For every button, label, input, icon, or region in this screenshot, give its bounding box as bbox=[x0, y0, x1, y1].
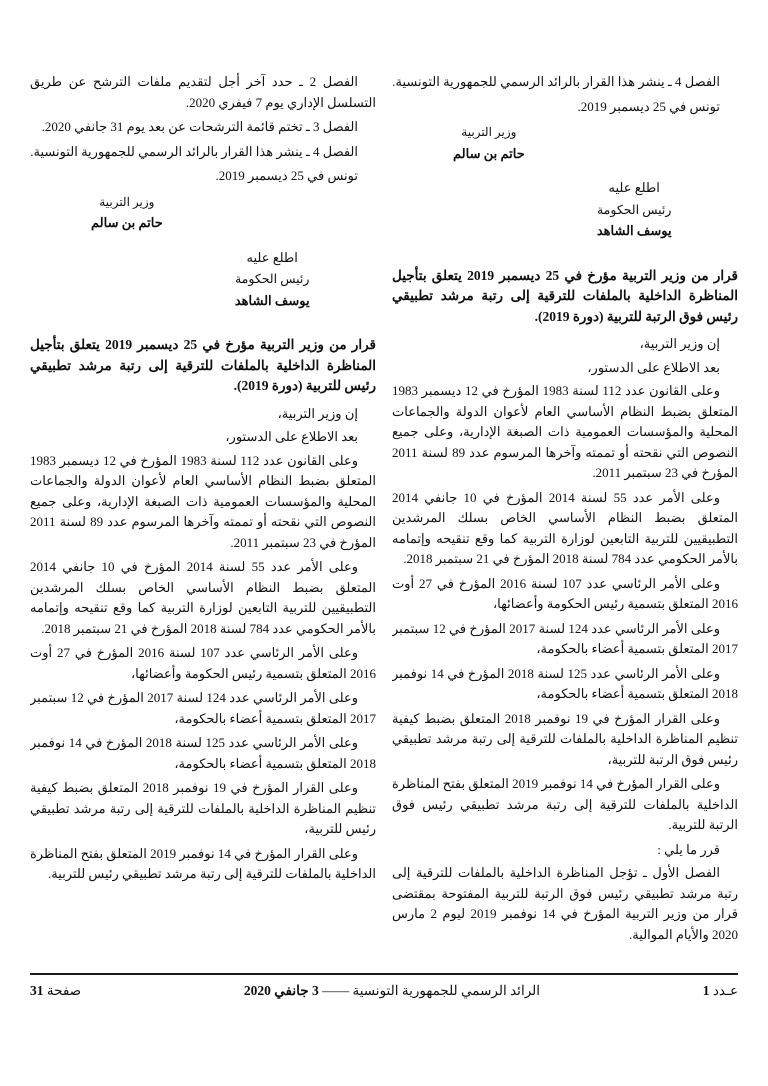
citation: وعلى القرار المؤرخ في 19 نوفمبر 2018 المتعلق بضبط كيفية تنظيم المناظرة الداخلية بالملفات للترقية إلى رتبة مرشد تطبيقي رئيس فوق الرتبة للتربية، bbox=[392, 710, 738, 767]
citation: وعلى الأمر عدد 55 لسنة 2014 المؤرخ في 10 جانفي 2014 المتعلق بضبط النظام الأساسي الخاص بسلك المرشدين التطبيقيين للتربية التابعين لوزارة التربية كما وقع تنقيحه وإتمامه بالأمر الحكومي عدد 784 لسنة 2018 المؤرخ في 21 سبتمبر 2018. bbox=[392, 489, 738, 566]
heading: قرار من وزير التربية مؤرخ في 25 ديسمبر 2019 يتعلق بتأجيل المناظرة الداخلية بالملفات للترقية إلى رتبة مرشد تطبيقي رئيس فوق الرتبة للتربية (دورة 2019). bbox=[392, 267, 738, 324]
sig-seen: اطلع عليه bbox=[246, 249, 298, 265]
page-label: صفحة bbox=[46, 983, 82, 998]
citation: وعلى القانون عدد 112 لسنة 1983 المؤرخ في 12 ديسمبر 1983 المتعلق بضبط النظام الأساسي العام لأعوان الدولة والجماعات المحلية والمؤسسات العمومية ذات الصبغة الإدارية، وعلى جميع النصوص التي نقحته أو تممته وآخرها المرسوم عدد 89 لسنة 2011 المؤرخ في 23 سبتمبر 2011. bbox=[30, 452, 376, 550]
citation: وعلى الأمر الرئاسي عدد 125 لسنة 2018 المؤرخ في 14 نوفمبر 2018 المتعلق بتسمية أعضاء بالحكومة، bbox=[392, 665, 738, 701]
place-date: تونس في 25 ديسمبر 2019. bbox=[215, 168, 358, 183]
citation: وعلى الأمر الرئاسي عدد 125 لسنة 2018 المؤرخ في 14 نوفمبر 2018 المتعلق بتسمية أعضاء بالحكومة، bbox=[30, 735, 376, 771]
issue-number-cell bbox=[703, 983, 738, 999]
sig-pm-title: رئيس الحكومة bbox=[596, 202, 672, 217]
citation: وعلى القانون عدد 112 لسنة 1983 المؤرخ في 12 ديسمبر 1983 المتعلق بضبط النظام الأساسي العام لأعوان الدولة والجماعات المحلية والمؤسسات العمومية ذات الصبغة الإدارية، وعلى جميع النصوص التي نقحته أو تممته وآخرها المرسوم عدد 89 لسنة 2011 المؤرخ في 23 سبتمبر 2011. bbox=[392, 383, 738, 480]
column-right bbox=[392, 72, 738, 970]
page-number: 31 bbox=[30, 983, 44, 998]
citation: وعلى الأمر الرئاسي عدد 124 لسنة 2017 المؤرخ في 12 سبتمبر 2017 المتعلق بتسمية أعضاء بالحكومة، bbox=[392, 620, 738, 656]
intro: بعد الاطلاع على الدستور، bbox=[587, 359, 720, 375]
citation: وعلى الأمر عدد 55 لسنة 2014 المؤرخ في 10 جانفي 2014 المتعلق بضبط النظام الأساسي الخاص بسلك المرشدين التطبيقيين للتربية التابعين لوزارة التربية كما وقع تنقيحه وإتمامه بالأمر الحكومي عدد 784 لسنة 2018 المؤرخ في 21 سبتمبر 2018. bbox=[30, 559, 376, 636]
sig-pm-title: رئيس الحكومة bbox=[234, 272, 310, 286]
issue-number: 1 bbox=[702, 983, 710, 998]
citation: وعلى القرار المؤرخ في 19 نوفمبر 2018 المتعلق بضبط كيفية تنظيم المناظرة الداخلية بالملفات للترقية إلى رتبة مرشد تطبيقي رئيس للتربية، bbox=[30, 780, 376, 836]
sig-minister-name: حاتم بن سالم bbox=[91, 215, 163, 230]
article: الفصل 4 ـ ينشر هذا القرار بالرائد الرسمي للجمهورية التونسية. bbox=[392, 74, 720, 89]
article: الفصل الأول ـ تؤجل المناظرة الداخلية بالملفات للترقية إلى رتبة مرشد تطبيقي رئيس فوق الرتبة للتربية المفتوحة بمقتضى قرار من وزير التربية المؤرخ في 14 نوفمبر 2019 ليوم 2 مارس 2020 والأيام الموالية. bbox=[392, 865, 738, 942]
page-content bbox=[30, 72, 738, 970]
citation: وعلى الأمر الرئاسي عدد 124 لسنة 2017 المؤرخ في 12 سبتمبر 2017 المتعلق بتسمية أعضاء بالحكومة، bbox=[30, 690, 376, 726]
citation: وعلى الأمر الرئاسي عدد 107 لسنة 2016 المؤرخ في 27 أوت 2016 المتعلق بتسمية رئيس الحكومة وأعضائها، bbox=[30, 645, 376, 681]
sig-pm-name: يوسف الشاهد bbox=[596, 223, 672, 238]
sig-minister-name: حاتم بن سالم bbox=[453, 145, 525, 161]
citation: وعلى القرار المؤرخ في 14 نوفمبر 2019 المتعلق بفتح المناظرة الداخلية بالملفات للترقية إلى رتبة مرشد تطبيقي رئيس للتربية. bbox=[30, 845, 376, 881]
article: الفصل 3 ـ تختم قائمة الترشحات عن بعد يوم 31 جانفي 2020. bbox=[41, 119, 358, 134]
footer-divider bbox=[30, 973, 738, 975]
sig-minister-title: وزير التربية bbox=[99, 194, 155, 209]
intro: إن وزير التربية، bbox=[277, 405, 358, 421]
page-number-cell bbox=[30, 983, 81, 999]
journal-title-cell bbox=[244, 983, 540, 999]
intro: إن وزير التربية، bbox=[639, 336, 720, 351]
article: الفصل 4 ـ ينشر هذا القرار بالرائد الرسمي للجمهورية التونسية. bbox=[30, 143, 358, 159]
issue-label: عـدد bbox=[712, 983, 738, 998]
citation: وعلى القرار المؤرخ في 14 نوفمبر 2019 المتعلق بفتح المناظرة الداخلية بالملفات للترقية إلى رتبة مرشد تطبيقي رئيس فوق الرتبة للتربية. bbox=[392, 776, 738, 832]
citation: وعلى الأمر الرئاسي عدد 107 لسنة 2016 المؤرخ في 27 أوت 2016 المتعلق بتسمية رئيس الحكومة وأعضائها، bbox=[392, 575, 738, 611]
page-footer bbox=[30, 983, 738, 999]
sig-minister-title: وزير التربية bbox=[461, 125, 517, 139]
intro: بعد الاطلاع على الدستور، bbox=[225, 429, 358, 444]
heading: قرار من وزير التربية مؤرخ في 25 ديسمبر 2019 يتعلق بتأجيل المناظرة الداخلية بالملفات للترقية إلى رتبة مرشد تطبيقي رئيس للتربية (دورة 2019). bbox=[30, 337, 376, 393]
article: الفصل 2 ـ حدد آخر أجل لتقديم ملفات الترشح عن طريق التسلسل الإداري يوم 7 فيفري 2020. bbox=[30, 74, 376, 110]
footer-date: 3 جانفي 2020 bbox=[243, 983, 319, 998]
sig-seen: اطلع عليه bbox=[608, 180, 660, 195]
intro: قرر ما يلي : bbox=[657, 841, 720, 857]
place-date: تونس في 25 ديسمبر 2019. bbox=[577, 98, 720, 114]
journal-title: الرائد الرسمي للجمهورية التونسية bbox=[352, 983, 541, 998]
sig-pm-name: يوسف الشاهد bbox=[234, 292, 310, 308]
footer-separator: —— bbox=[322, 983, 350, 998]
column-left bbox=[30, 72, 376, 970]
